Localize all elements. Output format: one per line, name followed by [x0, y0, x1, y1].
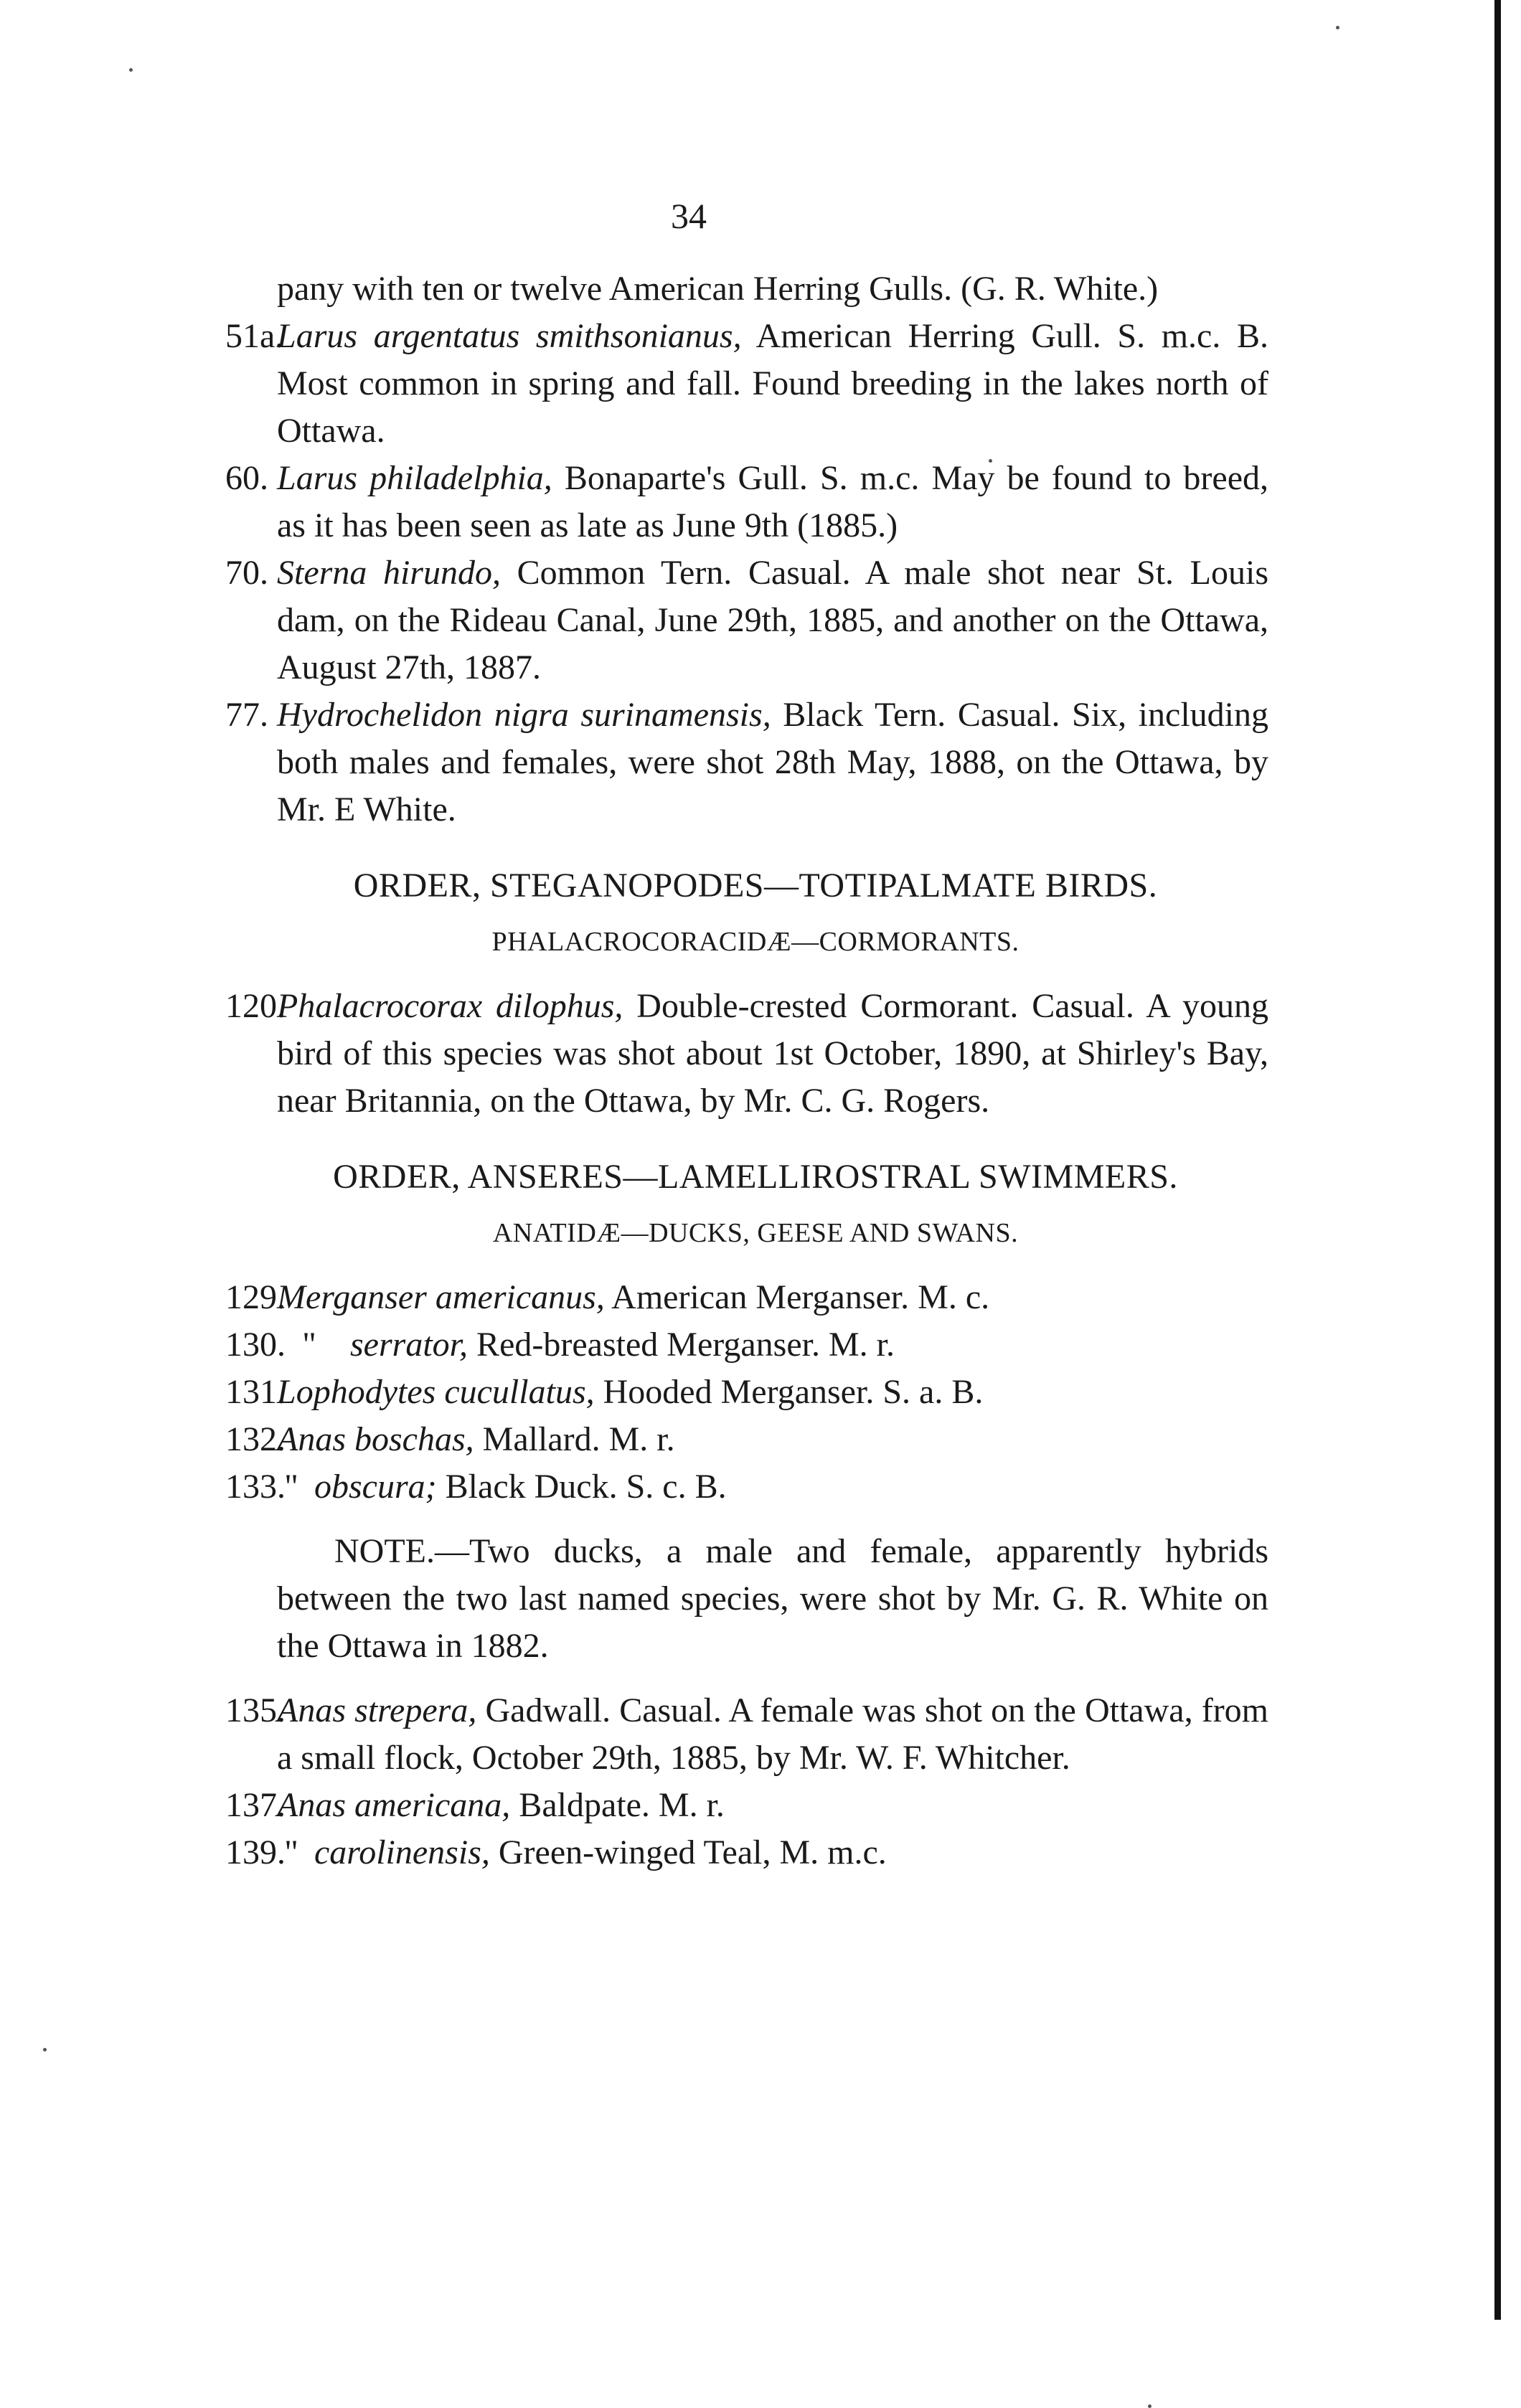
order-heading: ORDER, ANSERES—LAMELLIROSTRAL SWIMMERS. [333, 1158, 1178, 1196]
scientific-name: Sterna hirundo, [277, 554, 501, 592]
entry-text: Baldpate. M. r. [510, 1786, 725, 1824]
entry-number: 129. [225, 1278, 286, 1316]
species-entry [225, 1369, 1268, 1416]
page-body [225, 265, 1269, 1876]
scientific-name: Phalacrocorax dilophus, [277, 987, 623, 1025]
species-entry [225, 1829, 1268, 1876]
species-entry [225, 313, 1268, 455]
scientific-name: Lophodytes cucullatus, [277, 1373, 595, 1411]
scientific-name: Larus philadelphia, [277, 459, 552, 497]
species-entry [225, 1687, 1269, 1782]
entry-number: 139. [225, 1833, 286, 1871]
scientific-name: Anas americana, [277, 1786, 511, 1824]
entry-number: 120. [225, 987, 286, 1025]
scientific-name: Hydrochelidon nigra surinamensis, [277, 696, 771, 734]
species-entry [225, 983, 1269, 1125]
page-edge-line [1494, 0, 1501, 2320]
entry-text: Gadwall. Casual. A female was shot on the Ottawa, from a small flock, October 29th, 1885, by Mr. W. F. Whitcher. [277, 1691, 1269, 1777]
entry-number: 133. [225, 1468, 286, 1506]
entry-text: American Herring Gull. S. m.c. B. Most common in spring and fall. Found breeding in the lakes north of Ottawa. [277, 317, 1268, 450]
scan-speck [129, 68, 133, 72]
family-heading: ANATIDÆ—DUCKS, GEESE AND SWANS. [492, 1218, 1019, 1248]
species-entry [225, 455, 1269, 549]
entries-top [225, 313, 1269, 834]
scan-speck [1336, 26, 1339, 29]
ditto-mark: " [284, 1833, 298, 1871]
entry-number: 51a. [225, 317, 284, 355]
note-paragraph [228, 1528, 1268, 1670]
continuation-text: pany with ten or twelve American Herring Gulls. (G. R. White.) [277, 270, 1159, 308]
entry-text: Red-breasted Merganser. M. r. [468, 1326, 895, 1364]
entries-end [225, 1687, 1269, 1876]
entry-number: 130. [225, 1326, 286, 1364]
scientific-name: Merganser americanus, [277, 1278, 605, 1316]
species-entry [225, 1416, 1268, 1463]
entry-text: Black Tern. Casual. Six, including both males and females, were shot 28th May, 1888, on the Ottawa, by Mr. E White. [277, 696, 1268, 828]
species-entry [225, 1274, 1268, 1321]
scientific-name: Larus argentatus smithsonianus, [277, 317, 742, 355]
entry-number: 132. [225, 1420, 286, 1458]
entry-text: Mallard. M. r. [474, 1420, 675, 1458]
entry-text: Double-crested Cormorant. Casual. A young bird of this species was shot about 1st October, 1890, at Shirley's Bay, near Britannia, on the Ottawa, by Mr. C. G. Rogers. [277, 987, 1269, 1120]
scientific-name: carolinensis, [314, 1833, 490, 1871]
order-heading: ORDER, STEGANOPODES—TOTIPALMATE BIRDS. [353, 867, 1158, 905]
ditto-mark: " [284, 1468, 298, 1506]
entry-text: Bonaparte's Gull. S. m.c. May be found to breed, as it has been seen as late as June 9th (1885.) [277, 459, 1269, 544]
entry-number: 77. [225, 696, 268, 734]
scientific-name: obscura; [314, 1468, 437, 1506]
scan-speck [43, 2048, 47, 2051]
entries-ducks [225, 1274, 1268, 1511]
species-entry [225, 549, 1268, 691]
scan-speck [1148, 2404, 1152, 2408]
species-entry [225, 1321, 1268, 1369]
entry-text: Common Tern. Casual. A male shot near St. Louis dam, on the Rideau Canal, June 29th, 1885, and another on the Ottawa, August 27th, 1887. [277, 554, 1268, 686]
continuation-paragraph [228, 265, 1268, 313]
species-entry [225, 691, 1268, 834]
species-entry [225, 1782, 1268, 1829]
entry-text: Black Duck. S. c. B. [436, 1468, 727, 1506]
entry-text: American Merganser. M. c. [604, 1278, 990, 1316]
entry-number: 137. [225, 1786, 286, 1824]
entry-text: Hooded Merganser. S. a. B. [594, 1373, 984, 1411]
note-label: NOTE. [334, 1532, 435, 1570]
note-text: —Two ducks, a male and female, apparently hybrids between the two last named species, were shot by Mr. G. R. White on the Ottawa in 1882. [277, 1532, 1268, 1665]
scientific-name: Anas strepera, [277, 1691, 477, 1729]
ditto-mark: " [302, 1326, 316, 1364]
scientific-name: Anas boschas, [277, 1420, 474, 1458]
entry-number: 70. [225, 554, 268, 592]
entry-text: Green-winged Teal, M. m.c. [489, 1833, 887, 1871]
page-number: 34 [671, 196, 707, 236]
entry-number: 60. [225, 459, 268, 497]
entry-number: 135. [225, 1691, 286, 1729]
entry-number: 131. [225, 1373, 286, 1411]
family-heading: PHALACROCORACIDÆ—CORMORANTS. [491, 927, 1020, 957]
scientific-name: serrator, [350, 1326, 468, 1364]
species-entry [225, 1463, 1268, 1511]
